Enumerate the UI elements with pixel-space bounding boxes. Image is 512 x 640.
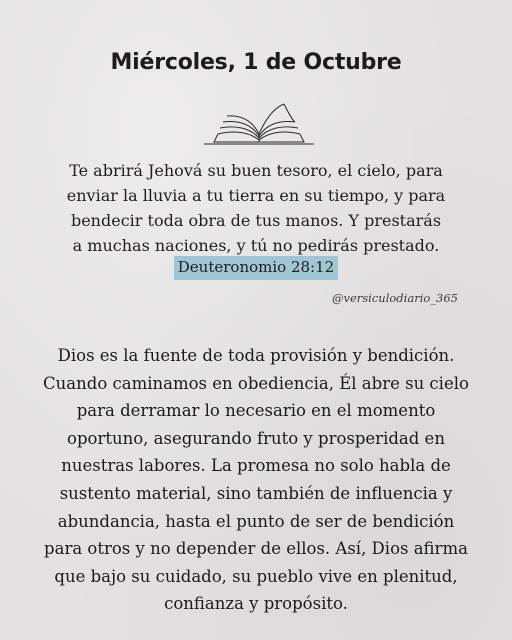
verse-text	[40, 158, 472, 258]
reflection-line: para derramar lo necesario en el momento	[76, 401, 436, 421]
open-book-icon	[204, 100, 314, 148]
verse-line: bendecir toda obra de tus manos. Y prestarás	[70, 211, 442, 230]
reflection-line: confianza y propósito.	[164, 594, 348, 614]
reflection-line: Cuando caminamos en obediencia, Él abre su cielo	[43, 373, 469, 393]
reflection-line: para otros y no depender de ellos. Así, Dios afirma	[44, 539, 468, 559]
verse-line: a muchas naciones, y tú no pedirás prestado.	[72, 236, 440, 255]
reflection-line: oportuno, asegurando fruto y prosperidad en	[67, 428, 445, 448]
reflection-line: que bajo su cuidado, su pueblo vive en plenitud,	[54, 566, 458, 586]
author-handle: @versiculodiario_365	[331, 291, 458, 305]
verse-line: Te abrirá Jehová su buen tesoro, el cielo, para	[69, 161, 443, 180]
reflection-line: nuestras labores. La promesa no solo habla de	[61, 456, 451, 476]
reflection-text	[24, 342, 488, 618]
verse-reference-highlight: Deuteronomio 28:12	[174, 256, 338, 280]
reflection-line: sustento material, sino también de influencia y	[59, 483, 453, 503]
verse-reference	[0, 256, 512, 280]
verse-line: enviar la lluvia a tu tierra en su tiempo, y para	[66, 186, 446, 205]
page-title: Miércoles, 1 de Octubre	[110, 50, 402, 75]
reflection-line: abundancia, hasta el punto de ser de bendición	[57, 511, 455, 531]
reflection-line: Dios es la fuente de toda provisión y bendición.	[57, 346, 455, 365]
